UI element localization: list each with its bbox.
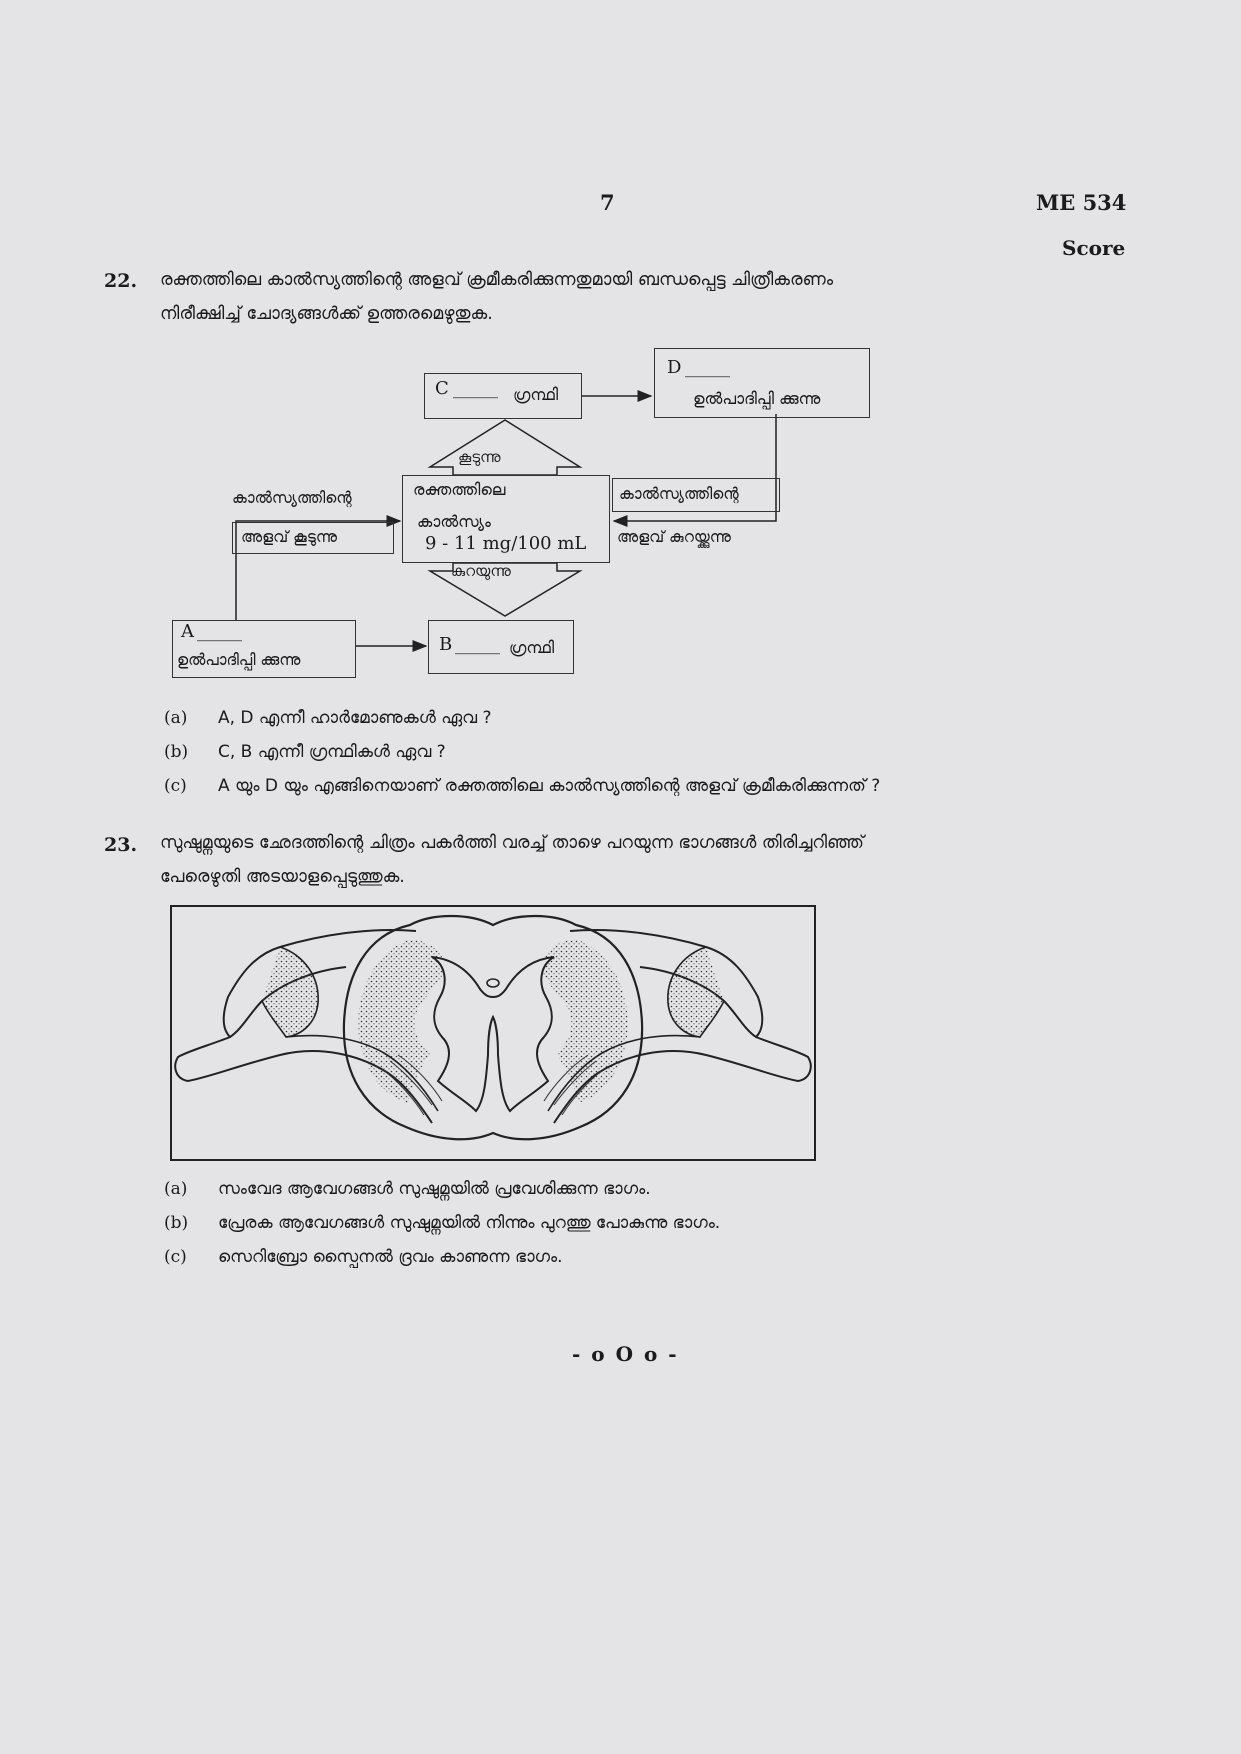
right-label-1: കാൽസ്യത്തിന്റെ <box>619 485 739 503</box>
question-22-parts <box>164 701 1124 803</box>
question-23-parts <box>164 1172 1124 1274</box>
box-d-word: ഉൽപാദിപ്പി ക്കുന്നു <box>693 389 821 408</box>
center-line2: കാൽസ്യം <box>417 512 491 531</box>
box-b-word: ഗ്രന്ഥി <box>509 638 555 657</box>
up-arrow-shape <box>430 420 580 475</box>
question-23-line1: സുഷുമ്നയുടെ ഛേദത്തിന്റെ ചിത്രം പകർത്തി വരച്ച് താഴെ പറയുന്ന ഭാഗങ്ങൾ തിരിച്ചറിഞ്ഞ് <box>160 833 864 853</box>
right-label-1-box <box>612 478 780 512</box>
box-a-word: ഉൽപാദിപ്പി ക്കുന്നു <box>177 651 301 669</box>
box-a-letter: A <box>181 621 194 642</box>
spinal-cord-cross-section-figure <box>170 905 816 1161</box>
page-number: 7 <box>600 190 615 215</box>
question-number-23: 23. <box>104 834 138 856</box>
box-b-letter: B <box>439 634 453 655</box>
blood-calcium-box <box>402 475 610 563</box>
q23-part-c: (c) സെറിബ്രോ സ്പൈനൽ ദ്രവം കാണുന്ന ഭാഗം. <box>164 1247 563 1267</box>
box-c-blank: _____ <box>453 378 498 399</box>
question-23-line2: പേരെഴുതി അടയാളപ്പെടുത്തുക. <box>160 867 405 887</box>
paper-code: ME 534 <box>1036 190 1127 215</box>
center-line3: 9 - 11 mg/100 mL <box>425 533 587 554</box>
q22-part-c: (c) A യും D യും എങ്ങിനെയാണ് രക്തത്തിലെ കാൽസ്യത്തിന്റെ അളവ് ക്രമീകരിക്കുന്നത് ? <box>164 776 881 796</box>
box-c-word: ഗ്രന്ഥി <box>513 385 559 404</box>
box-a-blank: _____ <box>197 621 242 642</box>
box-d-letter: D <box>667 357 682 378</box>
box-b-blank: _____ <box>455 634 500 655</box>
q23-part-a: (a) സംവേദ ആവേഗങ്ങൾ സുഷുമ്നയിൽ പ്രവേശിക്കുന്ന ഭാഗം. <box>164 1179 651 1199</box>
question-22-line2: നിരീക്ഷിച്ച് ചോദ്യങ്ങൾക്ക് ഉത്തരമെഴുതുക. <box>160 304 493 324</box>
up-label: കൂടുന്നു <box>458 448 501 466</box>
dorsal-ganglion-right <box>668 947 724 1037</box>
dorsal-ganglion-left <box>262 947 318 1037</box>
left-label-1: കാൽസ്യത്തിന്റെ <box>232 489 352 507</box>
question-23-text <box>160 826 1100 894</box>
question-number-22: 22. <box>104 270 138 292</box>
calcium-regulation-flowchart <box>0 0 1241 720</box>
white-matter-left <box>358 939 446 1103</box>
box-c-letter: C <box>435 378 449 399</box>
q22-part-a: (a) A, D എന്നീ ഹാർമോണുകൾ ഏവ ? <box>164 708 492 728</box>
central-canal <box>487 979 499 987</box>
q23-part-b: (b) പ്രേരക ആവേഗങ്ങൾ സുഷുമ്നയിൽ നിന്നും പുറത്തു പോകുന്നു ഭാഗം. <box>164 1213 721 1233</box>
q22-part-b: (b) C, B എന്നീ ഗ്രന്ഥികൾ ഏവ ? <box>164 742 446 762</box>
box-c-gland <box>424 373 582 419</box>
grey-matter <box>432 957 554 1111</box>
left-label-2-box <box>232 522 394 554</box>
box-d-hormone <box>654 348 870 418</box>
box-d-blank: _____ <box>685 357 730 378</box>
left-label-2: അളവ് കൂടുന്നു <box>241 528 338 546</box>
right-label-2: അളവ് കുറയ്ക്കുന്നു <box>617 528 731 546</box>
white-matter-right <box>540 939 628 1103</box>
question-22-line1: രക്തത്തിലെ കാൽസ്യത്തിന്റെ അളവ് ക്രമീകരിക്കുന്നതുമായി ബന്ധപ്പെട്ട ചിത്രീകരണം <box>160 270 834 290</box>
center-line1: രക്തത്തിലെ <box>413 480 506 499</box>
down-label: കുറയുന്നു <box>451 562 511 580</box>
box-a-hormone <box>172 620 356 678</box>
score-label: Score <box>1062 236 1126 260</box>
end-of-paper-mark: - o O o - <box>572 1342 679 1366</box>
box-b-gland <box>428 620 574 674</box>
figure-frame <box>171 906 815 1160</box>
